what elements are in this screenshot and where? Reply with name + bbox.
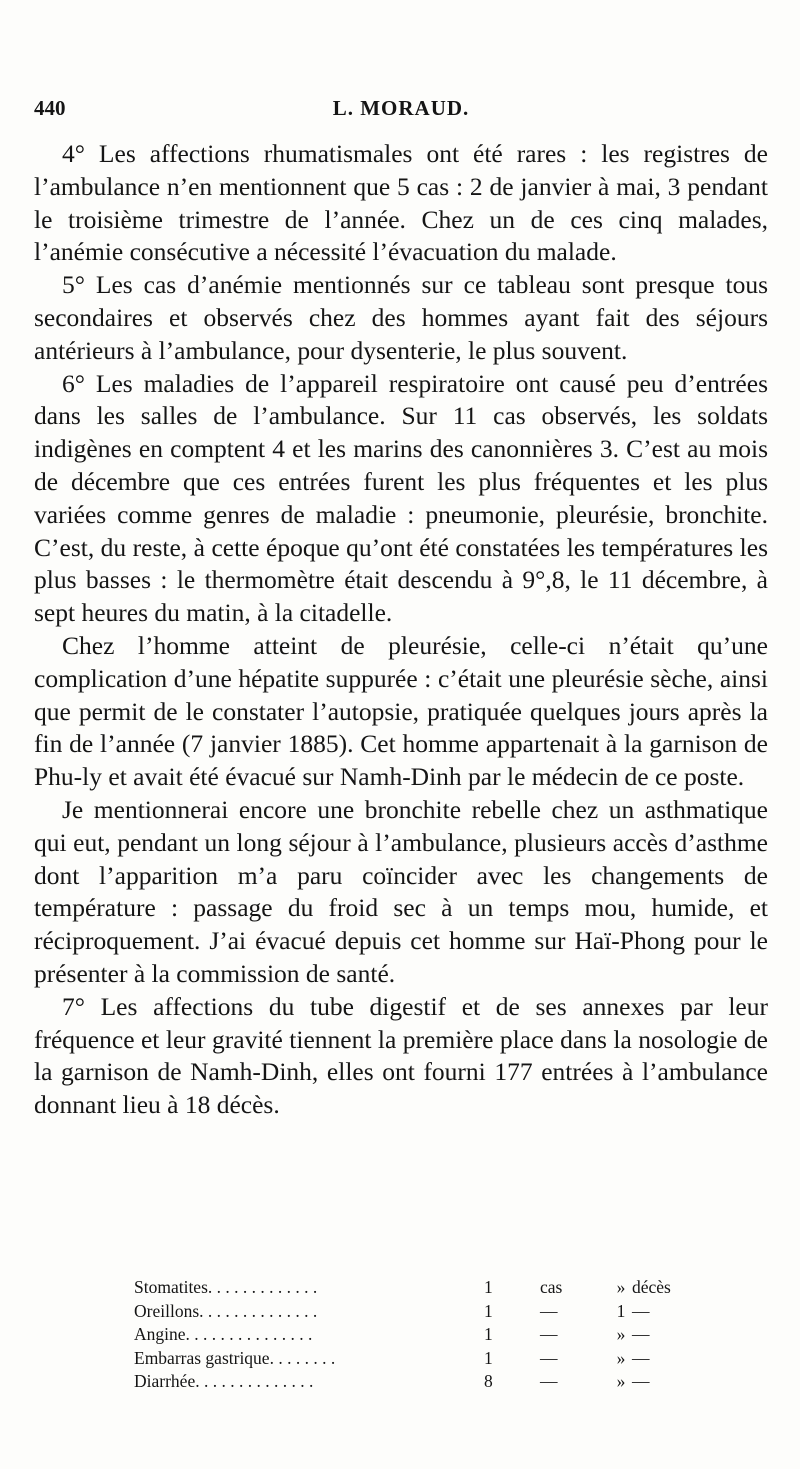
- death-unit: —: [632, 1300, 650, 1321]
- case-count: 1: [484, 1277, 493, 1297]
- case-count: 1: [484, 1324, 493, 1344]
- table-row: [134, 1276, 674, 1300]
- paragraph: Chez l’homme atteint de pleurésie, celle-ci n’était qu’une complication d’une hépatite suppurée : c’était une pleurésie sèche, ainsi que permit de le constater l’autopsie, pratiquée quelques jours après la fin de l’année (7 janvier 1885). Cet homme appartenait à la garnison de Phu-ly et avait été évacué sur Namh-Dinh par le médecin de ce poste.: [34, 630, 768, 792]
- paragraph: 7° Les affections du tube digestif et de ses annexes par leur fréquence et leur gravité tiennent la première place dans la nosologie de la garnison de Namh-Dinh, elles ont fourni 177 entrées à l’ambulance donnant lieu à 18 décès.: [34, 991, 768, 1120]
- body-text: [34, 138, 768, 1122]
- paragraph: 4° Les affections rhumatismales ont été rares : les registres de l’ambulance n’en mentionnent que 5 cas : 2 de janvier à mai, 3 pendant le troisième trimestre de l’année. Chez un de ces cinq malades, l’anémie consécutive a nécessité l’évacuation du malade.: [34, 139, 768, 267]
- disease-label: Oreillons. . . . . . . . . . . . . .: [134, 1300, 318, 1321]
- disease-label: Angine. . . . . . . . . . . . . . .: [134, 1324, 313, 1344]
- paragraph: 5° Les cas d’anémie mentionnés sur ce tableau sont presque tous secondaires et observés chez des hommes ayant fait des séjours antérieurs à l’ambulance, pour dysenterie, le plus souvent.: [34, 270, 768, 365]
- running-head: [34, 96, 768, 126]
- disease-statistics-table: [134, 1276, 674, 1394]
- disease-label: Diarrhée. . . . . . . . . . . . . .: [134, 1371, 314, 1391]
- disease-label: Stomatites. . . . . . . . . . . . .: [134, 1277, 318, 1297]
- case-unit: —: [540, 1324, 558, 1344]
- case-unit: —: [540, 1347, 558, 1368]
- table-row: [134, 1323, 674, 1347]
- table-row: [134, 1347, 674, 1371]
- death-count: 1: [616, 1300, 626, 1321]
- death-unit: décès: [632, 1277, 671, 1297]
- paragraph: Je mentionnerai encore une bronchite rebelle chez un asthmatique qui eut, pendant un long séjour à l’ambulance, plusieurs accès d’asthme dont l’apparition m’a paru coïncider avec les changements de température : passage du froid sec à un temps mou, humide, et réciproquement. J’ai évacué depuis cet homme sur Haï-Phong pour le présenter à la commission de santé.: [34, 794, 768, 988]
- case-count: 8: [484, 1371, 493, 1391]
- death-count: »: [616, 1324, 626, 1344]
- case-unit: —: [540, 1300, 558, 1321]
- death-count: »: [616, 1371, 626, 1391]
- case-count: 1: [484, 1347, 493, 1368]
- death-unit: —: [632, 1324, 650, 1344]
- running-head-author: L. MORAUD.: [332, 96, 470, 120]
- death-count: »: [616, 1347, 626, 1368]
- disease-label: Embarras gastrique. . . . . . . .: [134, 1347, 336, 1368]
- table-row: [134, 1300, 674, 1324]
- table-row: [134, 1370, 674, 1394]
- case-unit: —: [540, 1371, 558, 1391]
- death-count: »: [616, 1277, 626, 1297]
- paragraph: 6° Les maladies de l’appareil respiratoire ont causé peu d’entrées dans les salles de l’ambulance. Sur 11 cas observés, les soldats indigènes en comptent 4 et les marins des canonnières 3. C’est au mois de décembre que ces entrées furent les plus fréquentes et les plus variées comme genres de maladie : pneumonie, pleurésie, bronchite. C’est, du reste, à cette époque qu’ont été constatées les températures les plus basses : le thermomètre était descendu à 9°,8, le 11 décembre, à sept heures du matin, à la citadelle.: [34, 368, 768, 628]
- death-unit: —: [632, 1347, 650, 1368]
- case-unit: cas: [540, 1277, 563, 1297]
- death-unit: —: [632, 1371, 650, 1391]
- page-number: 440: [34, 96, 66, 120]
- case-count: 1: [484, 1300, 493, 1321]
